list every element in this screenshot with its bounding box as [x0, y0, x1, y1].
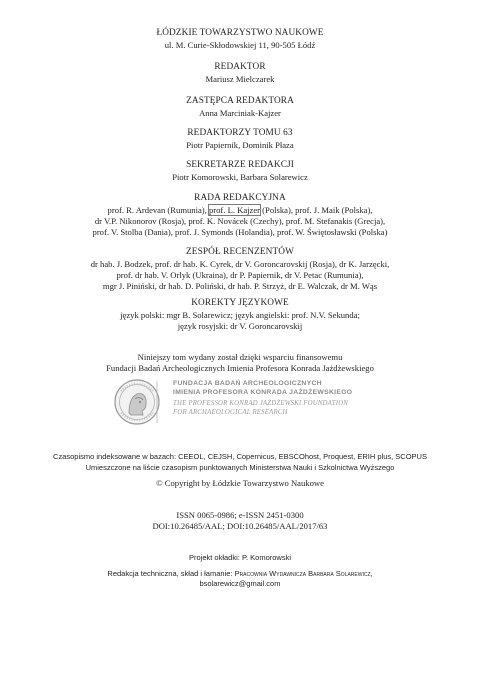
copyright-text: © Copyright by Łódzkie Towarzystwo Naukowe — [156, 478, 324, 488]
portrait-seal-icon — [113, 377, 165, 427]
deputy-editor-section — [0, 96, 480, 119]
funding-line: Fundacji Badań Archeologicznych Imienia Profesora Konrada Jażdżewskiego — [106, 363, 374, 373]
indexing-line: Umieszczone na liście czasopism punktowanych Ministerstwa Nauki i Szkolnictwa Wyższego — [85, 462, 395, 472]
editor-heading: REDAKTOR — [214, 62, 266, 72]
society-header — [0, 28, 480, 51]
foundation-name-en: FOR ARCHAEOLOGICAL RESEARCH — [173, 408, 288, 416]
editorial-board-heading: RADA REDAKCYJNA — [194, 193, 286, 203]
deputy-editor-name: Anna Marciniak-Kajzer — [199, 107, 281, 118]
secretaries-section — [0, 160, 480, 183]
foundation-name-pl: IMIENIA PROFESORA KONRADA JAŻDŻEWSKIEGO — [173, 388, 353, 396]
deputy-editor-heading: ZASTĘPCA REDAKTORA — [186, 96, 294, 106]
identifiers-section — [0, 510, 480, 532]
editorial-board-line-1 — [0, 205, 480, 216]
typesetting-comma: , — [370, 568, 373, 578]
society-name: ŁÓDZKIE TOWARZYSTWO NAUKOWE — [156, 28, 324, 38]
typesetting-label: Redakcja techniczna, skład i łamanie: — [107, 568, 235, 578]
board-line1-pre: prof. R. Ardevan (Rumunia), — [107, 204, 209, 215]
reviewers-line: prof. dr hab. V. Orlyk (Ukraina), dr P. Papiernik, dr V. Petac (Rumunia), — [116, 269, 364, 280]
foundation-name-en: THE PROFESSOR KONRAD JAŻDŻEWSKI FOUNDATION — [173, 400, 349, 407]
indexing-line: Czasopismo indeksowane w bazach: CEEOL, CEJSH, Copernicus, EBSCOhost, Proquest, ERIH plus, SCOPUS — [53, 452, 427, 461]
society-address: ul. M. Curie-Skłodowskiej 11, 90-505 Łódź — [164, 39, 316, 50]
foundation-logo-text — [173, 380, 373, 417]
doi-text: DOI:10.26485/AAL; DOI:10.26485/AAL/2017/63 — [152, 521, 328, 531]
foundation-logo — [113, 377, 369, 427]
volume-editors-names: Piotr Papiernik, Dominik Płaza — [186, 139, 294, 150]
editorial-board-line-3: prof. V. Stolba (Dania), prof. J. Symonds (Holandia), prof. W. Świętosławski (Polska) — [92, 226, 388, 237]
issn-text: ISSN 0065-0986; e-ISSN 2451-0300 — [176, 510, 304, 520]
secretaries-names: Piotr Komorowski, Barbara Solarewicz — [172, 171, 308, 182]
editorial-board-section — [0, 193, 480, 238]
reviewers-line: mgr J. Piniński, dr hab. D. Poliński, dr hab. P. Strzyż, dr E. Walczak, dr M. Wąs — [102, 280, 378, 291]
reviewers-section — [0, 247, 480, 292]
credits-section — [0, 553, 480, 590]
proofreading-line: język rosyjski: dr V. Goroncarovskij — [177, 320, 303, 331]
proofreading-heading: KOREKTY JĘZYKOWE — [191, 298, 289, 308]
contact-email: bsolarewicz@gmail.com — [199, 579, 281, 588]
cover-credit: Projekt okładki: P. Komorowski — [189, 553, 291, 562]
reviewers-line: dr hab. J. Bodzek, prof. dr hab. K. Cyrek, dr V. Goroncarovskij (Rosja), dr K. Jarzęcki, — [90, 258, 390, 269]
secretaries-heading: SEKRETARZE REDAKCJI — [186, 160, 294, 170]
funding-note — [0, 352, 480, 374]
board-highlighted-name: prof. L. Kajzer — [208, 204, 261, 215]
copyright-section — [0, 478, 480, 489]
indexing-note — [0, 452, 480, 473]
volume-editors-section — [0, 128, 480, 151]
foundation-name-pl: FUNDACJA BADAŃ ARCHEOLOGICZNYCH — [173, 380, 322, 387]
board-line1-post: (Polska), prof. J. Maik (Polska), — [260, 204, 373, 215]
volume-editors-heading: REDAKTORZY TOMU 63 — [187, 128, 293, 138]
typesetting-studio: Pracownia Wydawnicza Barbara Solarewicz — [234, 568, 371, 578]
proofreading-line: język polski: mgr B. Solarewicz; język angielski: prof. N.V. Sekunda; — [120, 309, 360, 320]
reviewers-heading: ZESPÓŁ RECENZENTÓW — [186, 247, 294, 257]
editorial-board-line-2: dr V.P. Nikonorov (Rosja), prof. K. Novácek (Czechy), prof. M. Stefanakis (Grecja), — [94, 215, 386, 226]
typesetting-credit — [0, 569, 480, 580]
funding-line: Niniejszy tom wydany został dzięki wsparciu finansowemu — [137, 352, 343, 362]
editor-section — [0, 62, 480, 85]
editor-name: Mariusz Mielczarek — [205, 73, 275, 84]
proofreading-section — [0, 298, 480, 332]
